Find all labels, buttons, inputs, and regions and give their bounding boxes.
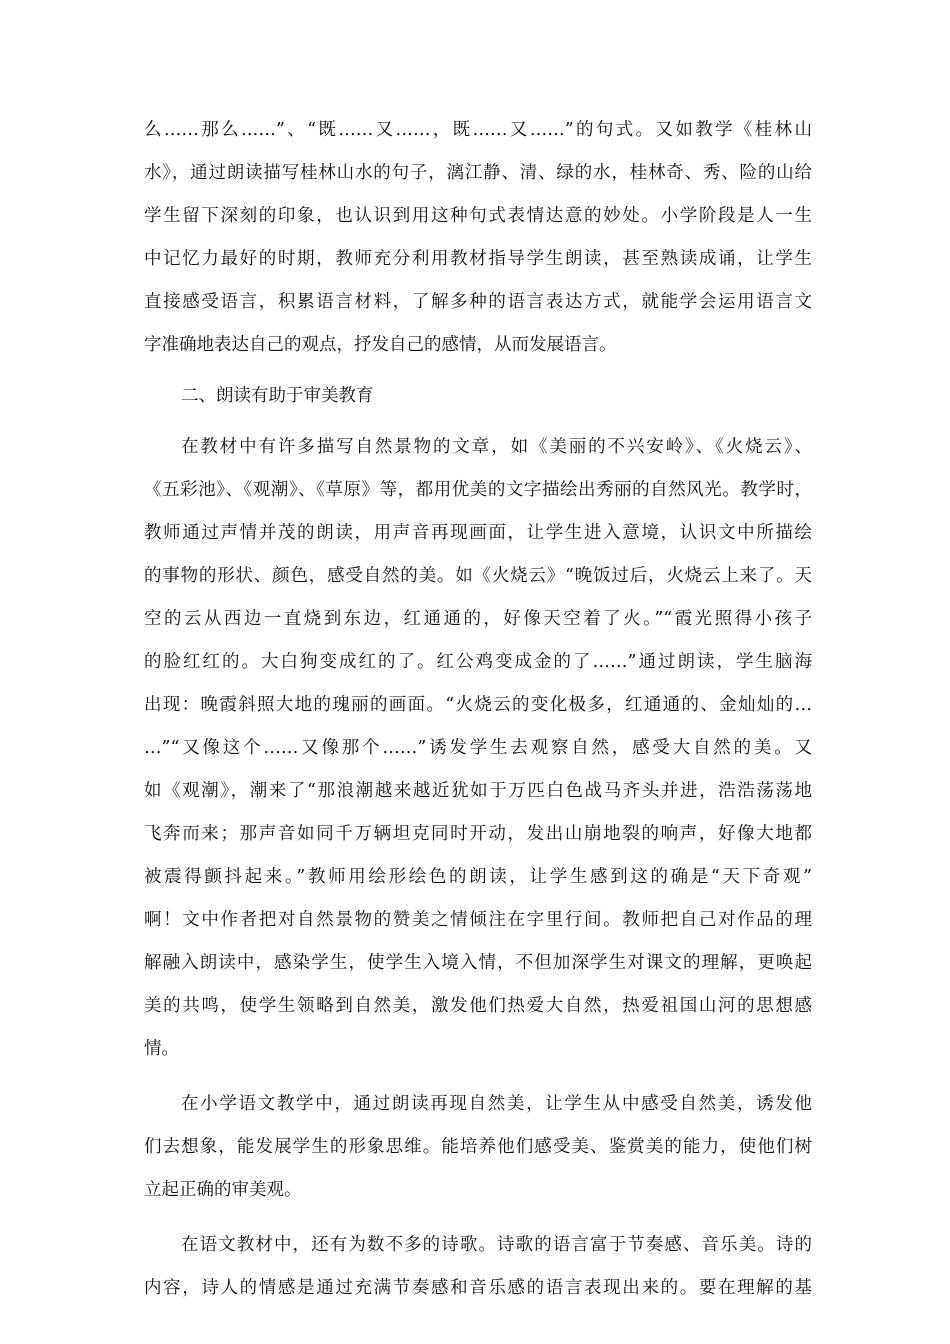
paragraph-1-line: 直接感受语言，积累语言材料，了解多种的语言表达方式，就能学会运用语言文 [144, 292, 812, 312]
paragraph-2-line: 教师通过声情并茂的朗读，用声音再现画面，让学生进入意境，认识文中所描绘 [144, 523, 812, 543]
paragraph-2-line: 美的共鸣，使学生领略到自然美，激发他们热爱大自然，热爱祖国山河的思想感 [144, 996, 812, 1016]
paragraph-4-line: 在语文教材中，还有为数不多的诗歌。诗歌的语言富于节奏感、音乐美。诗的 [181, 1235, 812, 1255]
paragraph-4-line: 内容，诗人的情感是通过充满节奏感和音乐感的语言表现出来的。要在理解的基 [144, 1278, 812, 1298]
paragraph-2-line: 空的云从西边一直烧到东边，红通通的，好像天空着了火。”“霞光照得小孩子 [144, 609, 812, 629]
paragraph-2-line: 啊！文中作者把对自然景物的赞美之情倾注在字里行间。教师把自己对作品的理 [144, 910, 812, 930]
paragraph-3-line: 在小学语文教学中，通过朗读再现自然美，让学生从中感受自然美，诱发他 [181, 1094, 812, 1114]
paragraph-3-line: 立起正确的审美观。 [144, 1180, 302, 1200]
paragraph-2-line: 解融入朗读中，感染学生，使学生入境入情，不但加深学生对课文的理解，更唤起 [144, 953, 812, 973]
paragraph-2-line: 在教材中有许多描写自然景物的文章，如《美丽的不兴安岭》、《火烧云》、 [181, 437, 812, 457]
paragraph-2-line: …”“又像这个……又像那个……”诱发学生去观察自然，感受大自然的美。又 [144, 738, 812, 758]
paragraph-2-line: 出现：晚霞斜照大地的瑰丽的画面。“火烧云的变化极多，红通通的、金灿灿的… [144, 695, 812, 715]
paragraph-2-line: 如《观潮》，潮来了“那浪潮越来越近犹如于万匹白色战马齐头并进，浩浩荡荡地 [144, 781, 812, 801]
paragraph-1-line: 么……那么……”、“既……又……，既……又……”的句式。又如教学《桂林山 [144, 120, 812, 140]
paragraph-1-line: 字准确地表达自己的观点，抒发自己的感情，从而发展语言。 [144, 335, 617, 355]
paragraph-1-line: 水》，通过朗读描写桂林山水的句子，漓江静、清、绿的水，桂林奇、秀、险的山给 [144, 163, 812, 183]
paragraph-3-line: 们去想象，能发展学生的形象思维。能培养他们感受美、鉴赏美的能力，使他们树 [144, 1137, 812, 1157]
paragraph-2-line: 被震得颤抖起来。”教师用绘形绘色的朗读，让学生感到这的确是“天下奇观” [144, 867, 812, 887]
paragraph-2-line: 的脸红红的。大白狗变成红的了。红公鸡变成金的了……”通过朗读，学生脑海 [144, 652, 812, 672]
paragraph-2-line: 《五彩池》、《观潮》、《草原》等，都用优美的文字描绘出秀丽的自然风光。教学时， [144, 480, 812, 500]
paragraph-2-line: 情。 [144, 1039, 179, 1059]
section-heading: 二、朗读有助于审美教育 [181, 386, 374, 406]
paragraph-1-line: 学生留下深刻的印象，也认识到用这种句式表情达意的妙处。小学阶段是人一生 [144, 206, 812, 226]
paragraph-2-line: 的事物的形状、颜色，感受自然的美。如《火烧云》“晚饭过后，火烧云上来了。天 [144, 566, 812, 586]
paragraph-2-line: 飞奔而来；那声音如同千万辆坦克同时开动，发出山崩地裂的响声，好像大地都 [144, 824, 812, 844]
paragraph-1-line: 中记忆力最好的时期，教师充分利用教材指导学生朗读，甚至熟读成诵，让学生 [144, 249, 812, 269]
